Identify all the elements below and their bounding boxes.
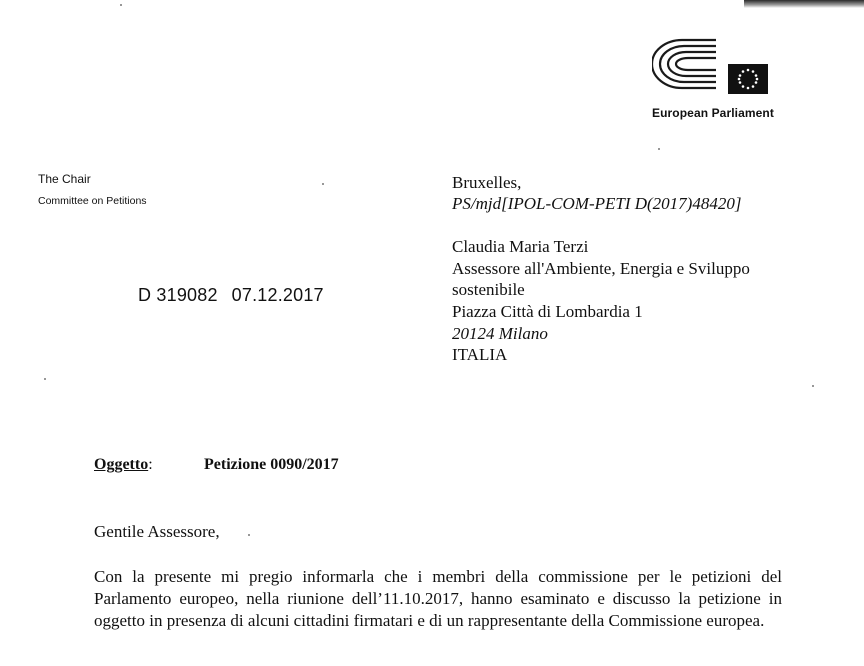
recipient-role-line1: Assessore all'Ambiente, Energia e Sviluppo bbox=[452, 259, 750, 278]
stamp-number: D 319082 bbox=[138, 285, 218, 305]
recipient-role-line2: sostenibile bbox=[452, 280, 525, 299]
place: Bruxelles, bbox=[452, 173, 522, 192]
reference-code: PS/mjd[IPOL-COM-PETI D(2017)48420] bbox=[452, 194, 742, 213]
body-paragraph: Con la presente mi pregio informarla che i membri della commissione per le petizioni del Parlamento europeo, nella riunione dell’11.10.2017, hanno esaminato e discusso la petizione in oggetto in presenza di alcuni cittadini firmatari e di un rappresentante della Commissione europea. bbox=[94, 567, 782, 630]
institution-name: European Parliament bbox=[652, 106, 774, 120]
subject-label: Oggetto bbox=[94, 456, 149, 473]
recipient-country: ITALIA bbox=[452, 345, 508, 364]
european-parliament-logo-icon bbox=[652, 34, 772, 104]
subject-value: Petizione 0090/2017 bbox=[204, 456, 339, 473]
scan-speck bbox=[248, 534, 250, 536]
scan-speck bbox=[44, 378, 46, 380]
scan-speck bbox=[322, 183, 324, 185]
scan-speck bbox=[812, 385, 814, 387]
sender-title: The Chair bbox=[38, 172, 91, 186]
subject-line bbox=[94, 456, 153, 474]
stamp-date: 07.12.2017 bbox=[231, 285, 324, 305]
recipient-street: Piazza Città di Lombardia 1 bbox=[452, 302, 643, 321]
recipient-name: Claudia Maria Terzi bbox=[452, 237, 589, 256]
scan-edge-shadow bbox=[744, 0, 864, 8]
eu-flag-icon bbox=[728, 64, 768, 94]
sender-committee: Committee on Petitions bbox=[38, 195, 147, 207]
scan-speck bbox=[658, 148, 660, 150]
recipient-city: 20124 Milano bbox=[452, 324, 548, 343]
salutation: Gentile Assessore, bbox=[94, 522, 220, 541]
subject-colon: : bbox=[148, 456, 153, 473]
scan-speck bbox=[120, 4, 122, 6]
registration-stamp bbox=[138, 285, 324, 306]
